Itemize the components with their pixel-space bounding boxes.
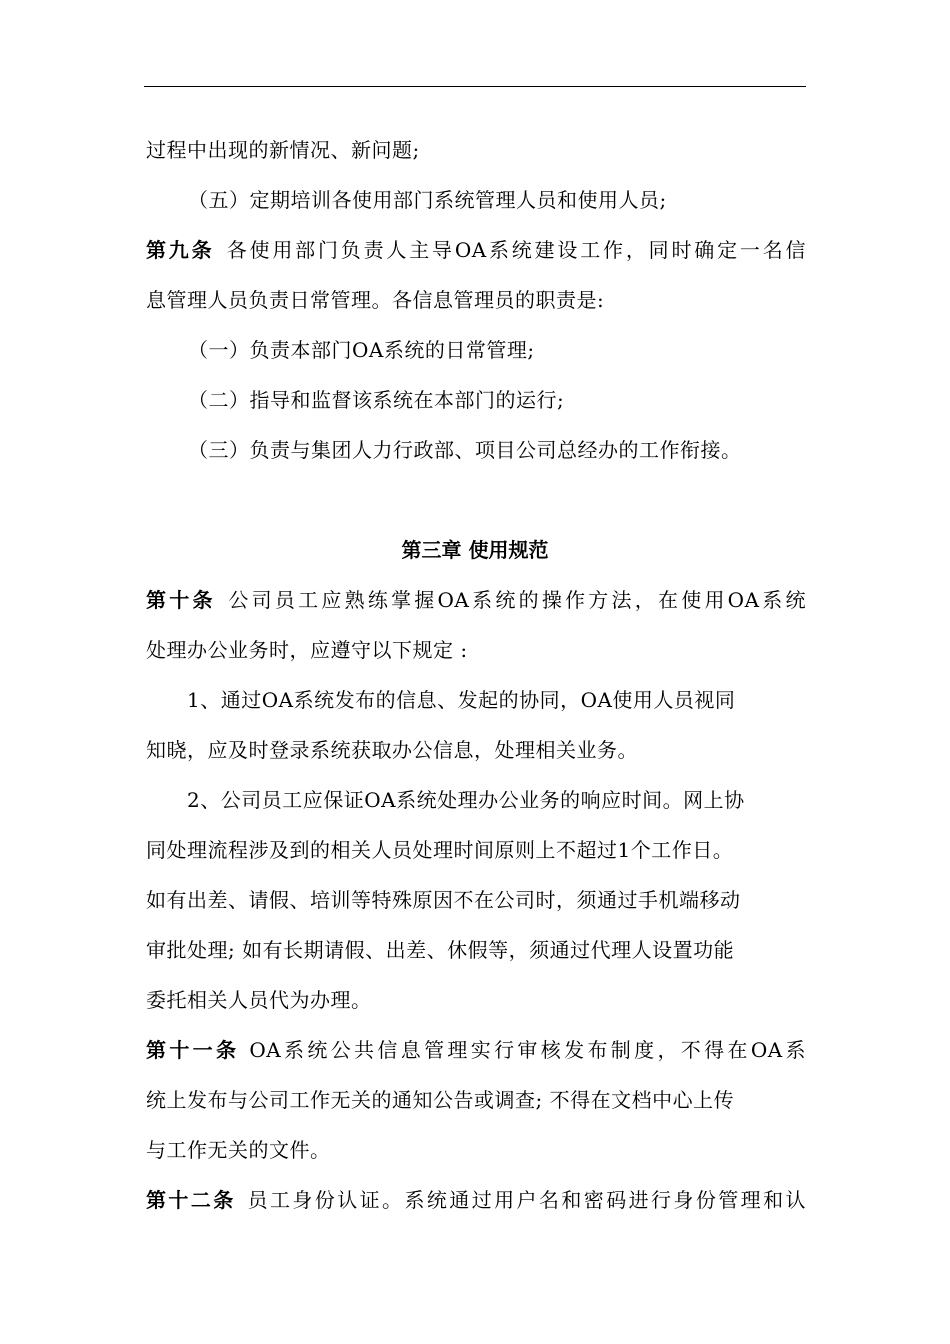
numbered-item (187, 787, 806, 813)
line-text: 如有出差、请假、培训等特殊原因不在公司时，须通过手机端移动 (146, 888, 741, 912)
line-text: （三）负责与集团人力行政部、项目公司总经办的工作衔接。 (188, 438, 742, 462)
line-text: OA系统公共信息管理实行审核发布制度，不得在OA系 (249, 1038, 806, 1062)
line-text: 统上发布与公司工作无关的通知公告或调查; 不得在文档中心上传 (146, 1088, 735, 1112)
line-text: 过程中出现的新情况、新问题; (146, 138, 420, 162)
list-item (188, 437, 848, 463)
article-10-line-1 (146, 587, 806, 613)
article-11-line-1 (146, 1037, 806, 1063)
line-text: 1、通过OA系统发布的信息、发起的协同，OA使用人员视同 (187, 688, 736, 712)
article-9-line-1 (146, 237, 806, 263)
paragraph-line (146, 137, 806, 163)
line-text: （五）定期培训各使用部门系统管理人员和使用人员; (188, 188, 667, 212)
line-text: 公司员工应熟练掌握OA系统的操作方法，在使用OA系统 (225, 588, 806, 612)
line-text: 审批处理; 如有长期请假、出差、休假等，须通过代理人设置功能 (146, 938, 735, 962)
paragraph-line (146, 1137, 806, 1163)
article-label: 第九条 (146, 238, 215, 262)
article-label: 第十条 (146, 588, 216, 612)
article-label: 第十一条 (146, 1038, 240, 1062)
paragraph-line (146, 1087, 806, 1113)
paragraph-line (146, 637, 806, 663)
line-text: 与工作无关的文件。 (146, 1138, 331, 1162)
line-text: 知晓，应及时登录系统获取办公信息，处理相关业务。 (146, 738, 638, 762)
article-12-line-1 (146, 1187, 806, 1213)
line-text: 息管理人员负责日常管理。各信息管理员的职责是: (146, 288, 605, 312)
chapter-heading: 第三章 使用规范 (401, 538, 549, 562)
article-label: 第十二条 (146, 1188, 236, 1212)
line-text: 处理办公业务时，应遵守以下规定 : (146, 638, 468, 662)
list-item (188, 187, 848, 213)
line-text: 2、公司员工应保证OA系统处理办公业务的响应时间。网上协 (187, 788, 745, 812)
list-item (188, 337, 848, 363)
paragraph-line (146, 887, 806, 913)
paragraph-line (146, 937, 806, 963)
line-text: （一）负责本部门OA系统的日常管理; (188, 338, 535, 362)
paragraph-line (146, 837, 806, 863)
line-text: 各使用部门负责人主导OA系统建设工作，同时确定一名信 (224, 238, 807, 262)
paragraph-line (146, 987, 806, 1013)
line-text: （二）指导和监督该系统在本部门的运行; (188, 388, 565, 412)
numbered-item (187, 687, 806, 713)
line-text: 同处理流程涉及到的相关人员处理时间原则上不超过1个工作日。 (146, 838, 734, 862)
line-text: 委托相关人员代为办理。 (146, 988, 372, 1012)
line-text: 员工身份认证。系统通过用户名和密码进行身份管理和认 (245, 1188, 807, 1212)
paragraph-line (146, 287, 806, 313)
paragraph-line (146, 737, 806, 763)
list-item (188, 387, 848, 413)
header-rule (144, 86, 806, 87)
